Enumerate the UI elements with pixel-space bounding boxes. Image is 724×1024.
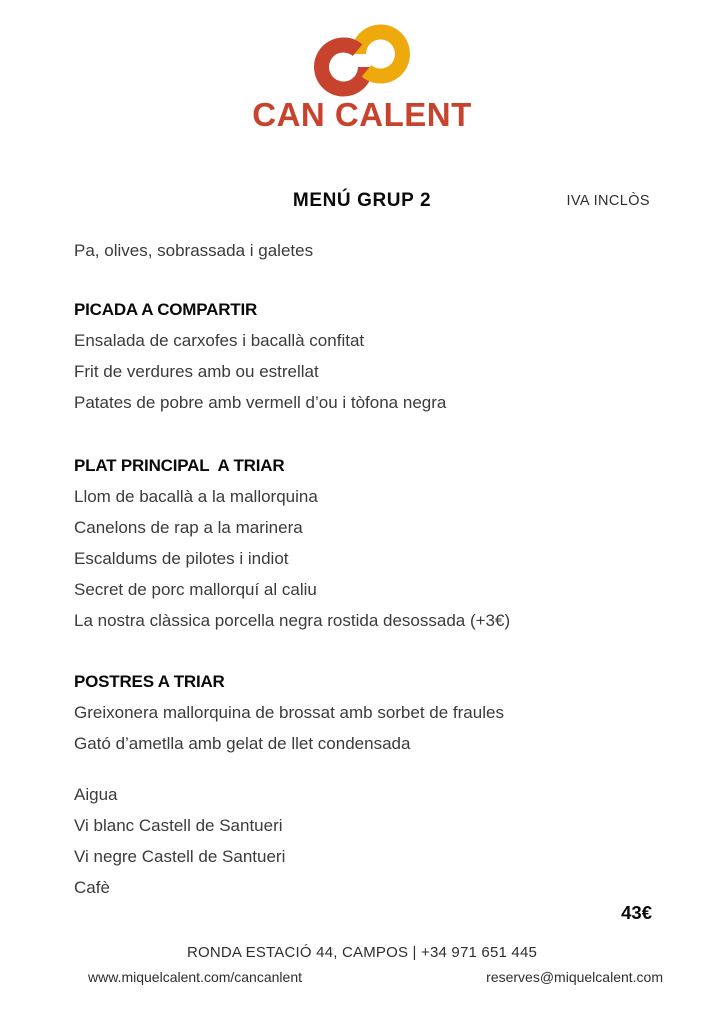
section-picada	[74, 294, 652, 418]
brand-title: CAN CALENT	[252, 96, 472, 133]
drink-item: Vi blanc Castell de Santueri	[74, 816, 283, 835]
drink-item: Cafè	[74, 878, 110, 897]
tax-note: IVA INCLÒS	[566, 193, 650, 209]
menu-title-row	[0, 189, 724, 215]
can-calent-logo	[314, 21, 411, 97]
menu-item: Canelons de rap a la marinera	[74, 518, 303, 537]
menu-item: Escaldums de pilotes i indiot	[74, 549, 289, 568]
menu-item: Frit de verdures amb ou estrellat	[74, 362, 319, 381]
intro-line: Pa, olives, sobrassada i galetes	[74, 241, 314, 260]
section-plat-principal	[74, 450, 652, 636]
footer-contact-row	[88, 967, 663, 987]
drinks-list	[74, 779, 652, 903]
drink-item: Aigua	[74, 785, 118, 804]
menu-item: La nostra clàssica porcella negra rostida desossada (+3€)	[74, 611, 511, 630]
menu-content	[74, 235, 652, 928]
section-heading: POSTRES A TRIAR	[74, 672, 225, 691]
menu-title: MENÚ GRUP 2	[292, 190, 432, 211]
menu-price: 43€	[621, 902, 652, 923]
footer-address-phone: RONDA ESTACIÓ 44, CAMPOS | +34 971 651 445	[186, 944, 538, 961]
menu-item: Llom de bacallà a la mallorquina	[74, 487, 318, 506]
menu-item: Secret de porc mallorquí al caliu	[74, 580, 317, 599]
menu-item: Patates de pobre amb vermell d’ou i tòfona negra	[74, 393, 447, 412]
drink-item: Vi negre Castell de Santueri	[74, 847, 286, 866]
menu-item: Ensalada de carxofes i bacallà confitat	[74, 331, 365, 350]
menu-item: Gató d’ametlla amb gelat de llet condensada	[74, 734, 411, 753]
section-heading: PLAT PRINCIPAL A TRIAR	[74, 456, 285, 475]
logo-red-c-overlap	[342, 45, 358, 50]
footer-email: reserves@miquelcalent.com	[486, 969, 663, 985]
section-postres	[74, 666, 652, 759]
menu-item: Greixonera mallorquina de brossat amb sorbet de fraules	[74, 703, 504, 722]
footer-website: www.miquelcalent.com/cancanlent	[88, 969, 302, 985]
section-heading: PICADA A COMPARTIR	[74, 300, 258, 319]
